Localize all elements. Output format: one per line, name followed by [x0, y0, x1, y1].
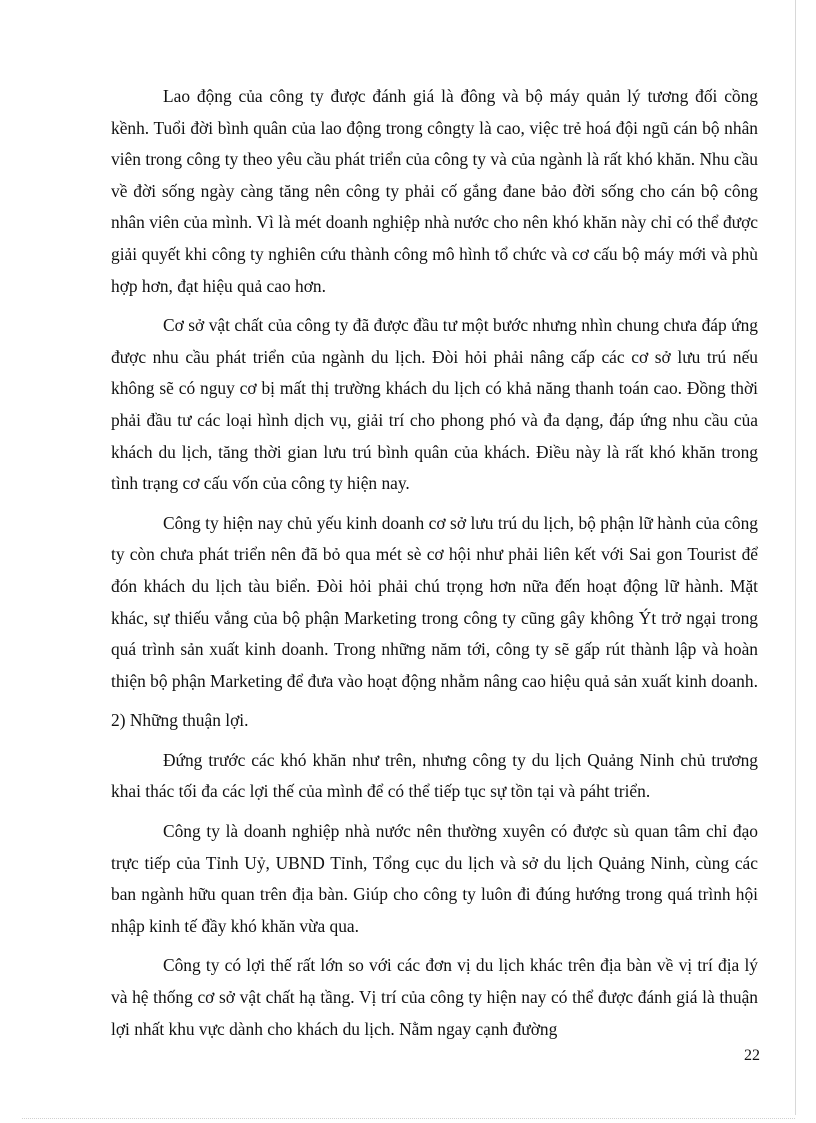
paragraph-labor: Lao động của công ty được đánh giá là đông và bộ máy quản lý tương đối cồng kềnh. Tuổi đời bình quân của lao động trong côngty là cao, việc trẻ hoá đội ngũ cán bộ nhân viên trong công ty theo yêu cầu phát triển của công ty và của ngành là rất khó khăn. Nhu cầu về đời sống ngày càng tăng nên công ty phải cố gắng đane bảo đời sống cho cán bộ công nhân viên của mình. Vì là mét doanh nghiệp nhà nước cho nên khó khăn này chỉ có thể được giải quyết khi công ty nghiên cứu thành công mô hình tổ chức và cơ cấu bộ máy mới và phù hợp hơn, đạt hiệu quả cao hơn. [111, 86, 758, 296]
section-heading: 2) Những thuận lợi. [111, 710, 249, 731]
page-number: 22 [744, 1047, 760, 1064]
paragraph-facilities: Cơ sở vật chất của công ty đã được đầu tư một bước nhưng nhìn chung chưa đáp ứng được nhu cầu phát triển của ngành du lịch. Đòi hỏi phải nâng cấp các cơ sở lưu trú nếu không sẽ có nguy cơ bị mất thị trường khách du lịch có khả năng thanh toán cao. Đồng thời phải đầu tư các loại hình dịch vụ, giải trí cho phong phó và đa dạng, đáp ứng nhu cầu của khách du lịch, tăng thời gian lưu trú bình quân của khách. Điều này là rất khó khăn trong tình trạng cơ cấu vốn của công ty hiện nay. [111, 315, 758, 494]
paragraph-advantages-intro: Đứng trước các khó khăn như trên, nhưng công ty du lịch Quảng Ninh chủ trương khai thác tối đa các lợi thế của mình để có thể tiếp tục sự tồn tại và páht triển. [111, 749, 758, 802]
paragraph-state-support: Công ty là doanh nghiệp nhà nước nên thường xuyên có được sù quan tâm chỉ đạo trực tiếp của Tỉnh Uỷ, UBND Tỉnh, Tổng cục du lịch và sở du lịch Quảng Ninh, cùng các ban ngành hữu quan trên địa bàn. Giúp cho công ty luôn đi đúng hướng trong quá trình hội nhập kinh tế đầy khó khăn vừa qua. [111, 821, 758, 936]
paragraph-business: Công ty hiện nay chủ yếu kinh doanh cơ sở lưu trú du lịch, bộ phận lữ hành của công ty còn chưa phát triển nên đã bỏ qua mét sè cơ hội như phải liên kết với Sai gon Tourist để đón khách du lịch tàu biển. Đòi hỏi phải chú trọng hơn nữa đến hoạt động lữ hành. Mặt khác, sự thiếu vắng của bộ phận Marketing trong công ty cũng gây không Ýt trở ngại trong quá trình sản xuất kinh doanh. Trong những năm tới, công ty sẽ gấp rút thành lập và hoàn thiện bộ phận Marketing để đưa vào hoạt động nhằm nâng cao hiệu quả sản xuất kinh doanh. [111, 512, 758, 691]
paragraph-location: Công ty có lợi thế rất lớn so với các đơn vị du lịch khác trên địa bàn về vị trí địa lý và hệ thống cơ sở vật chất hạ tầng. Vị trí của công ty hiện nay có thể được đánh giá là thuận lợi nhất khu vực dành cho khách du lịch. Nằm ngay cạnh đường [111, 955, 758, 1039]
page-bottom-line [22, 1118, 795, 1119]
text-column [111, 81, 758, 1053]
page-edge-line [795, 0, 796, 1115]
